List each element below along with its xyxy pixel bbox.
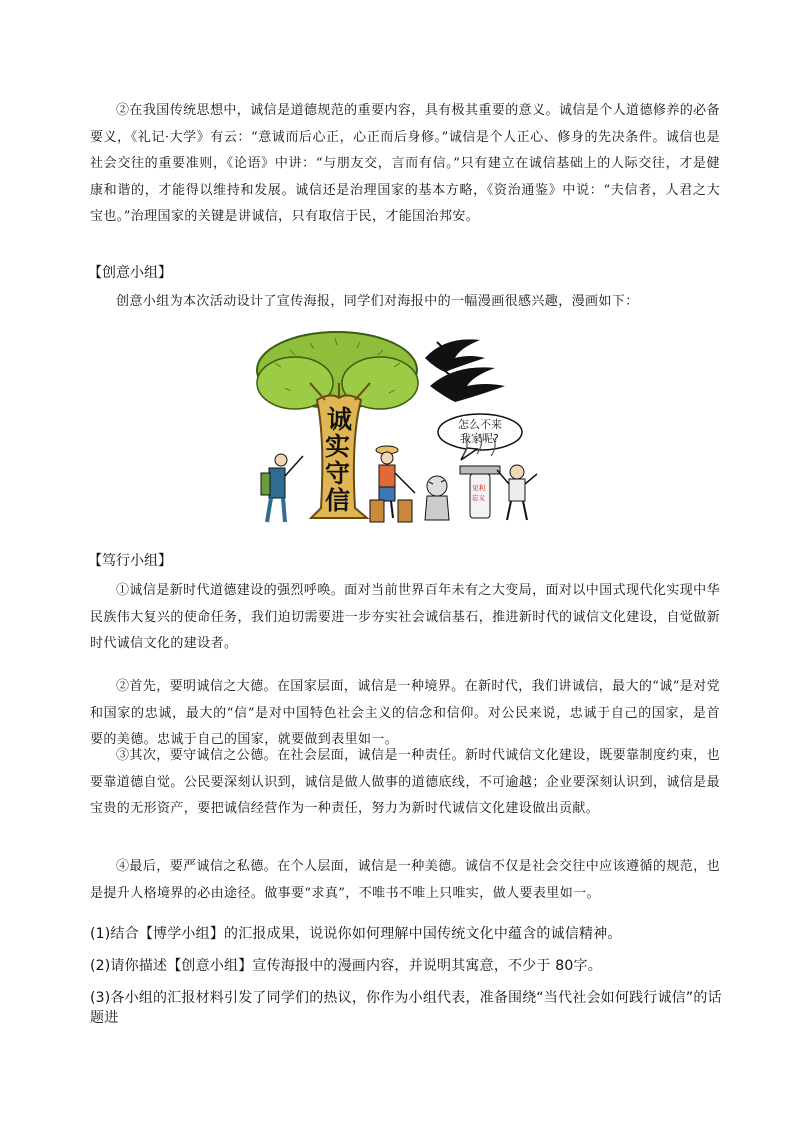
- speech-bubble-icon: [438, 414, 522, 460]
- chuangyi-heading: 【创意小组】: [88, 265, 172, 281]
- chuangyi-intro: 创意小组为本次活动设计了宣传海报，同学们对海报中的一幅漫画很感兴趣，漫画如下：: [116, 294, 639, 309]
- trunk-char-2: 实: [325, 432, 351, 461]
- duxing-paragraph-2: ②首先，要明诚信之大德。在国家层面，诚信是一种境界。在新时代，我们讲诚信，最大的“诚”是对党和国家的忠诚，最大的“信”是对中国特色社会主义的信念和信仰。对公民来说，忠诚于自己的国家，是首要的美德。忠诚于自己的国家，就要做到表里如一。: [90, 679, 720, 748]
- comic-illustration: [255, 328, 545, 526]
- bubble-line-1: 怎么不来: [458, 418, 502, 431]
- duxing-paragraph-4: ④最后，要严诚信之私德。在个人层面，诚信是一种美德。诚信不仅是社会交往中应该遵循的规范，也是提升人格境界的必由途径。做事要“求真”，不唯书不唯上只唯实，做人要表里如一。: [90, 859, 720, 901]
- boxue-paragraph-2: ②在我国传统思想中，诚信是道德规范的重要内容，具有极其重要的意义。诚信是个人道德修养的必备要义，《礼记·大学》有云：“意诚而后心正，心正而后身修。”诚信是个人正心、修身的先决条件。诚信也是社会交往的重要准则，《论语》中讲：“与朋友交，言而有信。”只有建立在诚信基础上的人际交往，才是健康和谐的，才能得以维持和发展。诚信还是治理国家的基本方略，《资治通鉴》中说：“夫信者，人君之大宝也。”治理国家的关键是讲诚信，只有取信于民，才能国治邦安。: [90, 103, 720, 225]
- bubble-line-2: 我家呢?: [460, 432, 499, 445]
- tag-line-1: 见利: [472, 484, 485, 492]
- bird-icon: [425, 339, 505, 402]
- trunk-char-3: 守: [325, 459, 351, 488]
- person-icon: [370, 446, 415, 522]
- question-1: (1)结合【博学小组】的汇报成果，说说你如何理解中国传统文化中蕴含的诚信精神。: [90, 926, 622, 942]
- duxing-heading: 【笃行小组】: [88, 553, 172, 569]
- tag-line-2: 忘义: [472, 494, 485, 502]
- question-2: (2)请你描述【创意小组】宣传海报中的漫画内容，并说明其寓意，不少于 80字。: [90, 958, 602, 974]
- question-3: (3)各小组的汇报材料引发了同学们的热议，你作为小组代表，准备围绕“当代社会如何践行诚信”的话题进: [90, 990, 722, 1026]
- duxing-paragraph-1: ①诚信是新时代道德建设的强烈呼唤。面对当前世界百年未有之大变局，面对以中国式现代化实现中华民族伟大复兴的使命任务，我们迫切需要进一步夯实社会诚信基石，推进新时代的诚信文化建设，自觉做新时代诚信文化的建设者。: [90, 583, 720, 652]
- duxing-paragraph-3: ③其次，要守诚信之公德。在社会层面，诚信是一种责任。新时代诚信文化建设，既要靠制度约束，也要靠道德自觉。公民要深刻认识到，诚信是做人做事的道德底线，不可逾越；企业要深刻认识到，诚信是最宝贵的无形资产，要把诚信经营作为一种责任，努力为新时代诚信文化建设做出贡献。: [90, 748, 720, 817]
- person-icon: [497, 465, 537, 520]
- person-icon: [261, 454, 303, 522]
- trunk-char-4: 信: [325, 486, 351, 515]
- trunk-char-1: 诚: [327, 405, 353, 434]
- person-icon: [425, 476, 449, 520]
